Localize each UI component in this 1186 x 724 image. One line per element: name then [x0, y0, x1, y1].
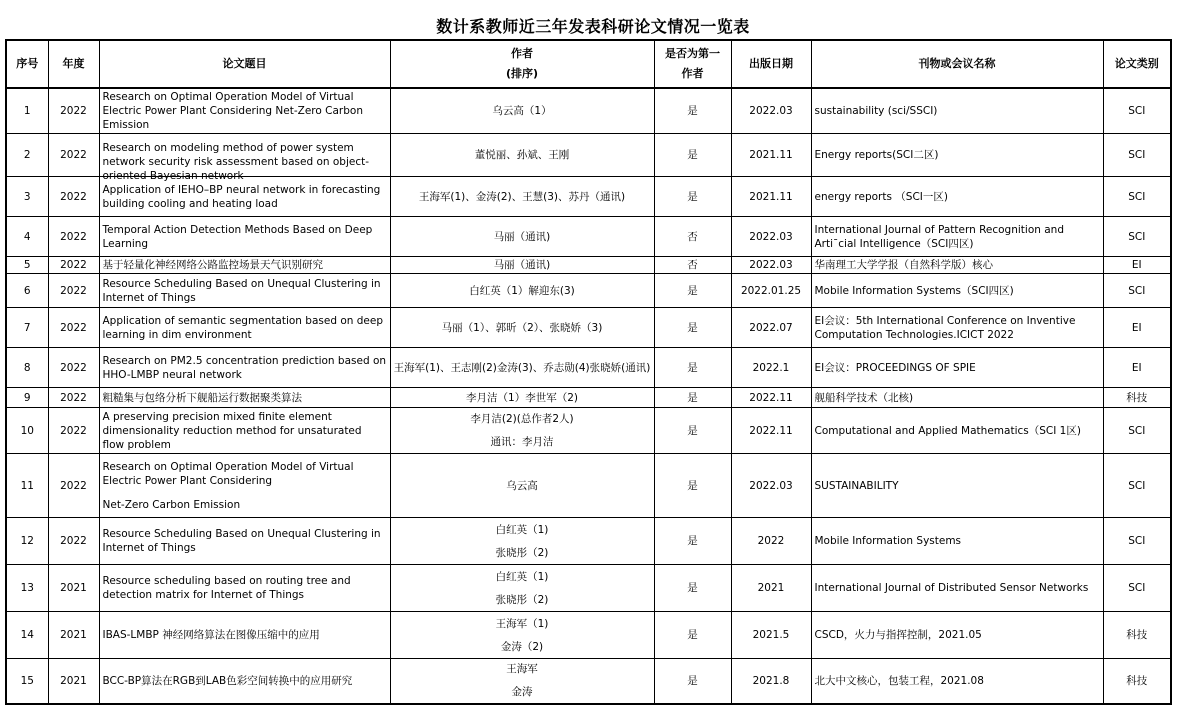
- header-title: 论文题目: [99, 40, 390, 88]
- row-authors: [390, 612, 654, 659]
- row-journal: CSCD，火力与指挥控制，2021.05: [811, 612, 1103, 659]
- author-line: 王海军(1)、王志刚(2)金涛(3)、乔志勋(4)张晓娇(通讯): [393, 361, 651, 374]
- row-paper-title: [99, 388, 390, 408]
- row-category: SCI: [1103, 274, 1171, 308]
- paper-title-text: 粗糙集与包络分析下舰船运行数据聚类算法: [102, 391, 302, 404]
- row-year: 2022: [48, 454, 99, 518]
- header-first-line2: 作者: [681, 67, 704, 80]
- row-year: 2022: [48, 257, 99, 274]
- author-line: 金涛（2): [500, 640, 544, 653]
- row-journal: sustainability (sci/SSCI): [811, 88, 1103, 134]
- header-no: 序号: [6, 40, 48, 88]
- author-line: 董悦丽、孙斌、王刚: [474, 149, 570, 161]
- row-publish-date: 2022.07: [731, 308, 811, 348]
- header-first-line1: 是否为第一: [665, 47, 720, 60]
- row-publish-date: 2021.5: [731, 612, 811, 659]
- row-year: 2022: [48, 134, 99, 177]
- table-row: [6, 177, 1171, 217]
- row-category: SCI: [1103, 134, 1171, 177]
- row-category: SCI: [1103, 408, 1171, 454]
- row-journal: International Journal of Pattern Recognition and Arti¯cial Intelligence（SCI四区): [811, 217, 1103, 257]
- table-row: [6, 388, 1171, 408]
- papers-table: [5, 39, 1172, 705]
- row-journal: Energy reports(SCI二区): [811, 134, 1103, 177]
- row-publish-date: 2021.8: [731, 659, 811, 704]
- row-year: 2021: [48, 565, 99, 612]
- row-first-author: 是: [654, 408, 731, 454]
- paper-title-text: Research on modeling method of power system network security risk assessment based on object-oriented Bayesian network: [102, 142, 370, 182]
- table-row: [6, 257, 1171, 274]
- author-line: 白红英（1): [495, 570, 549, 583]
- row-year: 2022: [48, 518, 99, 565]
- row-number: 3: [6, 177, 48, 217]
- row-first-author: 是: [654, 348, 731, 388]
- table-row: [6, 274, 1171, 308]
- row-first-author: 是: [654, 388, 731, 408]
- row-authors: [390, 348, 654, 388]
- row-number: 12: [6, 518, 48, 565]
- author-line: 王海军（1): [495, 617, 549, 630]
- row-first-author: 是: [654, 308, 731, 348]
- row-paper-title: [99, 518, 390, 565]
- row-year: 2022: [48, 88, 99, 134]
- row-authors: [390, 454, 654, 518]
- paper-title-text: Research on PM2.5 concentration prediction based on HHO-LMBP neural network: [102, 354, 387, 381]
- row-journal: 舰船科学技术（北核): [811, 388, 1103, 408]
- paper-title-text: Research on Optimal Operation Model of Virtual Electric Power Plant Considering Net-Zero Carbon Emission: [102, 91, 363, 131]
- row-paper-title: [99, 612, 390, 659]
- row-paper-title: [99, 659, 390, 704]
- row-category: 科技: [1103, 659, 1171, 704]
- row-number: 5: [6, 257, 48, 274]
- row-journal: Mobile Information Systems: [811, 518, 1103, 565]
- header-year: 年度: [48, 40, 99, 88]
- row-publish-date: 2022.03: [731, 257, 811, 274]
- table-row: [6, 454, 1171, 518]
- row-paper-title: [99, 348, 390, 388]
- row-authors: [390, 257, 654, 274]
- row-journal: 华南理工大学学报（自然科学版）核心: [811, 257, 1103, 274]
- row-paper-title: [99, 454, 390, 518]
- author-line: 马丽（通讯): [493, 259, 551, 271]
- row-journal: 北大中文核心，包装工程，2021.08: [811, 659, 1103, 704]
- row-journal: EI会议：5th International Conference on Inventive Computation Technologies.ICICT 2022: [811, 308, 1103, 348]
- author-line: 乌云高: [506, 479, 538, 492]
- paper-title-text: 基于轻量化神经网络公路监控场景天气识别研究: [102, 259, 323, 271]
- row-category: SCI: [1103, 88, 1171, 134]
- author-line: 李月洁（1）李世军（2): [466, 391, 578, 404]
- row-publish-date: 2022.03: [731, 217, 811, 257]
- row-paper-title: [99, 308, 390, 348]
- row-authors: [390, 177, 654, 217]
- table-row: [6, 518, 1171, 565]
- paper-title-text: BCC-BP算法在RGB到LAB色彩空间转换中的应用研究: [102, 674, 353, 687]
- paper-title-text: IBAS-LMBP 神经网络算法在图像压缩中的应用: [102, 629, 320, 641]
- row-journal: SUSTAINABILITY: [811, 454, 1103, 518]
- paper-title-text: A preserving precision mixed finite element dimensionality reduction method for unsaturated flow problem: [102, 410, 362, 451]
- row-journal: Mobile Information Systems（SCI四区): [811, 274, 1103, 308]
- row-publish-date: 2022.01.25: [731, 274, 811, 308]
- author-line: 通讯：李月洁: [490, 436, 554, 448]
- row-publish-date: 2021: [731, 565, 811, 612]
- row-number: 13: [6, 565, 48, 612]
- row-year: 2021: [48, 612, 99, 659]
- row-year: 2022: [48, 308, 99, 348]
- header-category: 论文类别: [1103, 40, 1171, 88]
- row-category: SCI: [1103, 565, 1171, 612]
- row-number: 4: [6, 217, 48, 257]
- author-line: 张晓彤（2): [495, 593, 549, 606]
- table-row: [6, 612, 1171, 659]
- header-journal: 刊物或会议名称: [811, 40, 1103, 88]
- author-line: 白红英（1）解迎东(3): [469, 284, 575, 297]
- row-year: 2022: [48, 408, 99, 454]
- row-number: 7: [6, 308, 48, 348]
- row-paper-title: [99, 217, 390, 257]
- author-line: 李月洁(2)(总作者2人): [470, 413, 574, 425]
- row-category: EI: [1103, 308, 1171, 348]
- header-row: [6, 40, 1171, 88]
- row-category: SCI: [1103, 177, 1171, 217]
- row-year: 2022: [48, 177, 99, 217]
- row-authors: [390, 388, 654, 408]
- table-row: [6, 659, 1171, 704]
- table-body: [6, 88, 1171, 704]
- row-year: 2022: [48, 217, 99, 257]
- table-row: [6, 408, 1171, 454]
- row-category: SCI: [1103, 518, 1171, 565]
- header-author: [390, 40, 654, 88]
- row-number: 10: [6, 408, 48, 454]
- row-publish-date: 2022.11: [731, 388, 811, 408]
- row-first-author: 是: [654, 454, 731, 518]
- row-authors: [390, 134, 654, 177]
- paper-title-text: Application of semantic segmentation based on deep learning in dim environment: [102, 314, 383, 341]
- row-journal: energy reports （SCI一区): [811, 177, 1103, 217]
- row-publish-date: 2022.03: [731, 454, 811, 518]
- row-first-author: 否: [654, 217, 731, 257]
- row-number: 15: [6, 659, 48, 704]
- table-row: [6, 88, 1171, 134]
- row-paper-title: [99, 88, 390, 134]
- row-number: 14: [6, 612, 48, 659]
- row-category: SCI: [1103, 217, 1171, 257]
- table-row: [6, 348, 1171, 388]
- row-first-author: 是: [654, 518, 731, 565]
- paper-title-line: Net-Zero Carbon Emission: [102, 498, 241, 511]
- header-date: 出版日期: [731, 40, 811, 88]
- header-first-author: [654, 40, 731, 88]
- author-line: 马丽（1）、郭昕（2）、张晓娇（3): [441, 321, 603, 334]
- table-row: [6, 308, 1171, 348]
- row-journal: EI会议：PROCEEDINGS OF SPIE: [811, 348, 1103, 388]
- row-first-author: 是: [654, 659, 731, 704]
- author-line: 张晓彤（2): [495, 546, 549, 559]
- row-category: EI: [1103, 257, 1171, 274]
- row-category: 科技: [1103, 612, 1171, 659]
- table-row: [6, 565, 1171, 612]
- author-line: 金涛: [511, 686, 533, 699]
- row-paper-title: [99, 565, 390, 612]
- row-category: EI: [1103, 348, 1171, 388]
- row-number: 6: [6, 274, 48, 308]
- row-paper-title: [99, 408, 390, 454]
- author-line: 马丽（通讯): [493, 230, 551, 243]
- row-publish-date: 2021.11: [731, 134, 811, 177]
- paper-title-text: Temporal Action Detection Methods Based on Deep Learning: [102, 223, 373, 250]
- row-category: SCI: [1103, 454, 1171, 518]
- table-row: [6, 134, 1171, 177]
- row-category: 科技: [1103, 388, 1171, 408]
- row-first-author: 是: [654, 565, 731, 612]
- row-first-author: 是: [654, 177, 731, 217]
- row-paper-title: [99, 177, 390, 217]
- row-journal: Computational and Applied Mathematics（SCI 1区): [811, 408, 1103, 454]
- paper-title-text: Application of IEHO–BP neural network in forecasting building cooling and heating load: [102, 183, 381, 210]
- author-line: 王海军(1)、金涛(2)、王慧(3)、苏丹（通讯): [418, 190, 626, 203]
- paper-title-text: Resource scheduling based on routing tree and detection matrix for Internet of Things: [102, 575, 351, 601]
- row-number: 9: [6, 388, 48, 408]
- row-number: 2: [6, 134, 48, 177]
- row-publish-date: 2022.11: [731, 408, 811, 454]
- row-year: 2022: [48, 274, 99, 308]
- row-authors: [390, 308, 654, 348]
- row-authors: [390, 565, 654, 612]
- row-first-author: 是: [654, 134, 731, 177]
- author-line: 乌云高（1）: [492, 105, 552, 117]
- page-title: 数计系教师近三年发表科研论文情况一览表: [436, 17, 750, 36]
- row-paper-title: [99, 257, 390, 274]
- row-number: 1: [6, 88, 48, 134]
- row-authors: [390, 408, 654, 454]
- row-paper-title: [99, 134, 390, 182]
- row-publish-date: 2021.11: [731, 177, 811, 217]
- row-first-author: 否: [654, 257, 731, 274]
- row-publish-date: 2022: [731, 518, 811, 565]
- row-authors: [390, 274, 654, 308]
- row-authors: [390, 659, 654, 704]
- header-author-line1: 作者: [511, 47, 533, 60]
- header-author-line2: (排序): [505, 67, 539, 80]
- author-line: 白红英（1): [495, 523, 549, 536]
- row-number: 11: [6, 454, 48, 518]
- row-authors: [390, 518, 654, 565]
- table-row: [6, 217, 1171, 257]
- row-number: 8: [6, 348, 48, 388]
- row-year: 2021: [48, 659, 99, 704]
- row-paper-title: [99, 274, 390, 308]
- row-publish-date: 2022.1: [731, 348, 811, 388]
- paper-title-text: Resource Scheduling Based on Unequal Clustering in Internet of Things: [102, 528, 381, 554]
- row-authors: [390, 88, 654, 134]
- row-first-author: 是: [654, 274, 731, 308]
- row-journal: International Journal of Distributed Sensor Networks: [811, 565, 1103, 612]
- paper-title-line: Research on Optimal Operation Model of Virtual Electric Power Plant Considering: [102, 460, 354, 487]
- row-publish-date: 2022.03: [731, 88, 811, 134]
- row-year: 2022: [48, 388, 99, 408]
- row-first-author: 是: [654, 88, 731, 134]
- author-line: 王海军: [506, 663, 538, 676]
- row-year: 2022: [48, 348, 99, 388]
- row-first-author: 是: [654, 612, 731, 659]
- row-authors: [390, 217, 654, 257]
- paper-title-text: Resource Scheduling Based on Unequal Clustering in Internet of Things: [102, 277, 381, 304]
